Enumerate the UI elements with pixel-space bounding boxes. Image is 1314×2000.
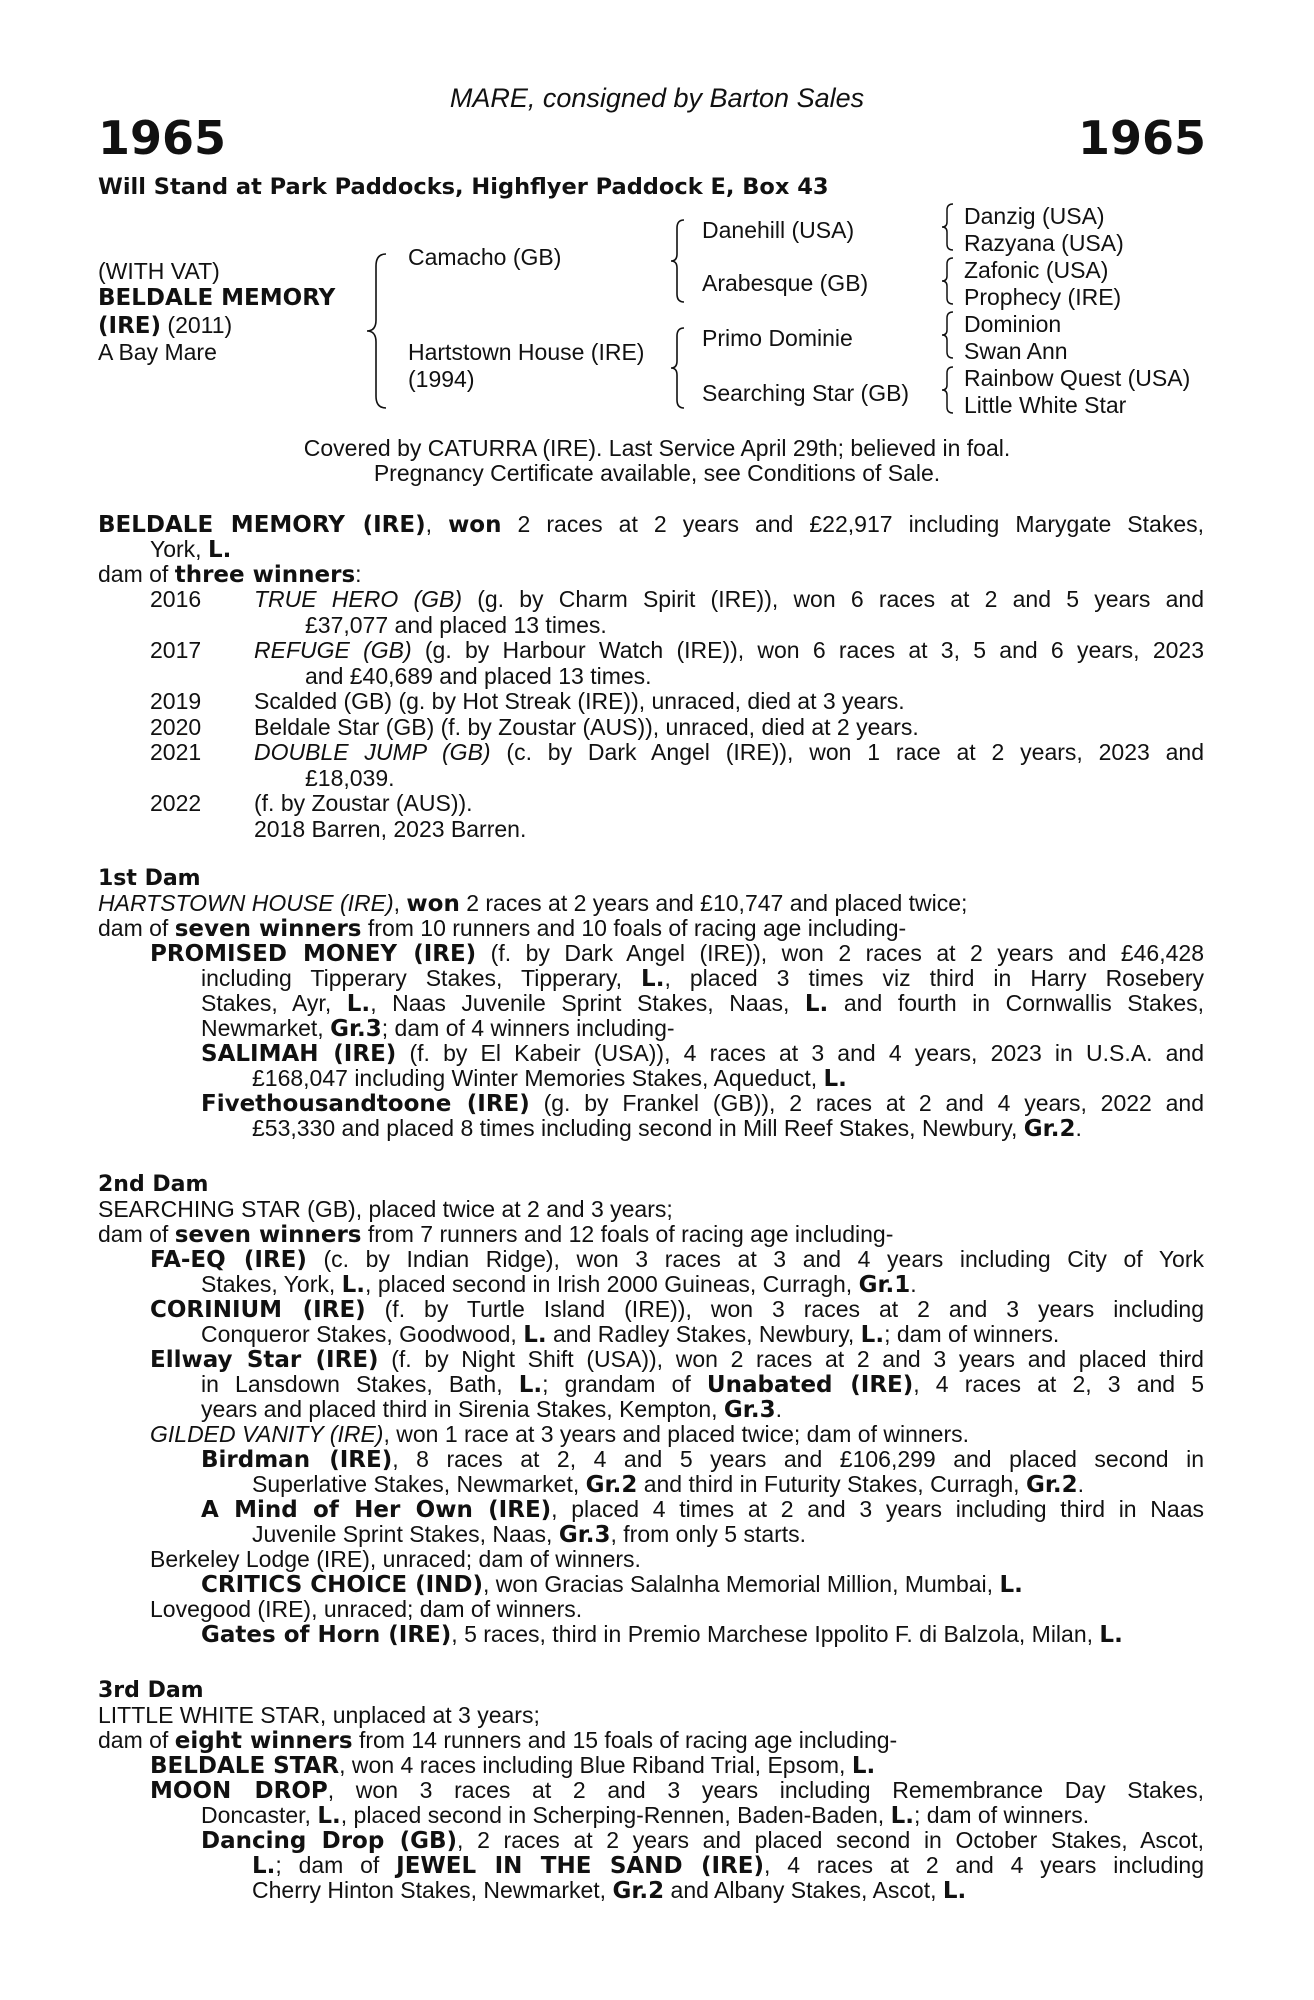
vat-note: (WITH VAT): [98, 258, 220, 284]
gg-dam-2: Prophecy (IRE): [964, 284, 1122, 310]
section-heading-3rd-dam: 3rd Dam: [98, 1678, 204, 1703]
produce-detail: Beldale Star (GB) (f. by Zoustar (AUS)), unraced, died at 2 years.: [254, 713, 919, 740]
salimah-line1: SALIMAH (IRE) (f. by El Kabeir (USA)), 4 races at 3 and 4 years, 2023 in U.S.A. and: [201, 1040, 1205, 1067]
produce-detail: (c. by Dark Angel (IRE)), won 1 race at 2 years, 2023 and: [490, 739, 1204, 765]
gg-dam-3: Swan Ann: [964, 338, 1068, 364]
mind-of-her-own-line1: A Mind of Her Own (IRE), placed 4 times at 2 and 3 years including third in Naas: [201, 1496, 1204, 1523]
produce-year: 2021: [150, 739, 202, 765]
promised-money-line3: Stakes, Ayr, L., Naas Juvenile Sprint Stakes, Naas, L. and fourth in Cornwallis Stakes,: [201, 990, 1205, 1017]
produce-detail: (g. by Charm Spirit (IRE)), won 6 races at 2 and 5 years and: [462, 586, 1205, 612]
sire-name: Camacho (GB): [408, 244, 562, 270]
produce-detail: Scalded (GB) (g. by Hot Streak (IRE)), unraced, died at 3 years.: [254, 688, 905, 714]
dam1-line2: dam of seven winners from 10 runners and 10 foals of racing age including-: [98, 915, 907, 942]
critics-choice-line: CRITICS CHOICE (IND), won Gracias Salalnha Memorial Million, Mumbai, L.: [201, 1571, 1023, 1598]
birdman-line2: Superlative Stakes, Newmarket, Gr.2 and third in Futurity Stakes, Curragh, Gr.2.: [252, 1471, 1085, 1498]
produce-detail: (g. by Harbour Watch (IRE)), won 6 races at 3, 5 and 6 years, 2023: [411, 637, 1204, 663]
produce-mare-name: BELDALE MEMORY (IRE): [98, 512, 426, 538]
dam3-line1: LITTLE WHITE STAR, unplaced at 3 years;: [98, 1702, 540, 1728]
gg-sire-2: Zafonic (USA): [964, 257, 1109, 283]
covered-note-1: Covered by CATURRA (IRE). Last Service April 29th; believed in foal.: [303, 435, 1011, 461]
produce-detail-cont: £18,039.: [305, 764, 395, 791]
pedigree-brace-1: [364, 252, 390, 410]
produce-detail-cont: £37,077 and placed 13 times.: [305, 611, 607, 638]
moon-drop-line1: MOON DROP, won 3 races at 2 and 3 years including Remembrance Day Stakes,: [150, 1777, 1204, 1804]
stand-location: Will Stand at Park Paddocks, Highflyer Paddock E, Box 43: [98, 174, 829, 200]
section-heading-1st-dam: 1st Dam: [98, 866, 201, 891]
produce-table: [150, 587, 1204, 842]
gg-dam-4: Little White Star: [964, 392, 1127, 418]
pedigree-brace-2: [668, 218, 688, 304]
produce-detail-cont: and £40,689 and placed 13 times.: [305, 662, 652, 689]
mare-country: (IRE): [98, 313, 162, 339]
promised-money-line1: PROMISED MONEY (IRE) (f. by Dark Angel (IRE)), won 2 races at 2 years and £46,428: [150, 940, 1204, 967]
dam2-line1: SEARCHING STAR (GB), placed twice at 2 and 3 years;: [98, 1196, 673, 1222]
pedigree-brace-4: [940, 202, 956, 252]
consignor-line: MARE, consigned by Barton Sales: [449, 83, 865, 113]
dancing-drop-line2: L.; dam of JEWEL IN THE SAND (IRE), 4 races at 2 and 4 years including: [252, 1852, 1205, 1879]
mare-name: BELDALE MEMORY: [98, 285, 336, 311]
salimah-line2: £168,047 including Winter Memories Stakes, Aqueduct, L.: [252, 1065, 847, 1092]
pedigree-brace-3: [668, 326, 688, 410]
faeq-line2: Stakes, York, L., placed second in Irish 2000 Guineas, Curragh, Gr.1.: [201, 1271, 917, 1298]
section-heading-2nd-dam: 2nd Dam: [98, 1172, 209, 1197]
lot-number-left: 1965: [98, 111, 227, 165]
ellway-star-line3: years and placed third in Sirenia Stakes, Kempton, Gr.3.: [201, 1396, 782, 1423]
produce-dam-of: dam of three winners:: [98, 561, 362, 588]
dam-sire: Primo Dominie: [702, 325, 853, 351]
dam2-line2: dam of seven winners from 7 runners and 12 foals of racing age including-: [98, 1221, 894, 1248]
fivethousandtoone-line1: Fivethousandtoone (IRE) (g. by Frankel (GB)), 2 races at 2 and 4 years, 2022 and: [201, 1090, 1204, 1117]
ellway-star-line2: in Lansdown Stakes, Bath, L.; grandam of Unabated (IRE), 4 races at 2, 3 and 5: [201, 1371, 1204, 1398]
berkeley-lodge-line: Berkeley Lodge (IRE), unraced; dam of winners.: [150, 1546, 641, 1572]
produce-row: [150, 638, 1204, 689]
fivethousandtoone-line2: £53,330 and placed 8 times including second in Mill Reef Stakes, Newbury, Gr.2.: [252, 1115, 1082, 1142]
dam3-line2: dam of eight winners from 14 runners and 15 foals of racing age including-: [98, 1727, 898, 1754]
lot-number-right: 1965: [1077, 111, 1206, 165]
gg-sire-3: Dominion: [964, 311, 1062, 337]
produce-detail: (f. by Zoustar (AUS)).: [254, 790, 473, 816]
produce-year: 2019: [150, 688, 202, 714]
faeq-line1: FA-EQ (IRE) (c. by Indian Ridge), won 3 races at 3 and 4 years including City of York: [150, 1246, 1204, 1273]
corinium-line2: Conqueror Stakes, Goodwood, L. and Radley Stakes, Newbury, L.; dam of winners.: [201, 1321, 1060, 1348]
mare-year: (2011): [161, 312, 233, 338]
mare-name-line2: [98, 312, 232, 340]
pedigree-brace-5: [940, 256, 956, 306]
produce-line-1: BELDALE MEMORY (IRE), won 2 races at 2 years and £22,917 including Marygate Stakes,: [98, 511, 1205, 538]
produce-barren-row: [150, 817, 1204, 843]
gg-sire-1: Danzig (USA): [964, 203, 1105, 229]
produce-year: 2016: [150, 586, 202, 612]
dancing-drop-line3: Cherry Hinton Stakes, Newmarket, Gr.2 and Albany Stakes, Ascot, L.: [252, 1877, 967, 1904]
moon-drop-line2: Doncaster, L., placed second in Scherping-Rennen, Baden-Baden, L.; dam of winners.: [201, 1802, 1090, 1829]
produce-foal-name: REFUGE (GB): [254, 637, 412, 663]
mind-of-her-own-line2: Juvenile Sprint Stakes, Naas, Gr.3, from only 5 starts.: [252, 1521, 807, 1548]
corinium-line1: CORINIUM (IRE) (f. by Turtle Island (IRE)), won 3 races at 2 and 3 years including: [150, 1296, 1204, 1323]
promised-money-line2: including Tipperary Stakes, Tipperary, L., placed 3 times viz third in Harry Rosebery: [201, 965, 1205, 992]
birdman-line1: Birdman (IRE), 8 races at 2, 4 and 5 years and £106,299 and placed second in: [201, 1446, 1204, 1473]
gilded-vanity-line: GILDED VANITY (IRE), won 1 race at 3 years and placed twice; dam of winners.: [150, 1421, 969, 1447]
produce-foal-name: TRUE HERO (GB): [254, 586, 463, 612]
produce-row: [150, 791, 1204, 817]
produce-year: 2020: [150, 713, 202, 740]
pedigree-brace-6: [940, 310, 956, 360]
mare-description: A Bay Mare: [98, 339, 217, 365]
produce-row: [150, 715, 1204, 741]
covered-note-2: Pregnancy Certificate available, see Conditions of Sale.: [373, 460, 941, 486]
pedigree-brace-7: [940, 365, 956, 415]
sire-sire: Danehill (USA): [702, 217, 855, 243]
produce-foal-name: DOUBLE JUMP (GB): [254, 739, 491, 765]
produce-barren-note: 2018 Barren, 2023 Barren.: [254, 815, 527, 842]
produce-row: [150, 689, 1204, 715]
gg-dam-1: Razyana (USA): [964, 230, 1124, 256]
produce-year: 2022: [150, 790, 202, 816]
gates-of-horn-line: Gates of Horn (IRE), 5 races, third in Premio Marchese Ippolito F. di Balzola, Milan, L.: [201, 1621, 1123, 1648]
ellway-star-line1: Ellway Star (IRE) (f. by Night Shift (USA)), won 2 races at 2 and 3 years and placed third: [150, 1346, 1204, 1373]
lovegood-line: Lovegood (IRE), unraced; dam of winners.: [150, 1596, 583, 1622]
produce-row: [150, 740, 1204, 791]
dam-year: (1994): [408, 366, 475, 392]
produce-year: 2017: [150, 637, 202, 663]
sire-dam: Arabesque (GB): [702, 270, 869, 296]
gg-sire-4: Rainbow Quest (USA): [964, 365, 1191, 391]
dam1-line1: HARTSTOWN HOUSE (IRE), won 2 races at 2 years and £10,747 and placed twice;: [98, 890, 968, 917]
produce-line-2: York, L.: [150, 536, 232, 563]
dam-name: Hartstown House (IRE): [408, 339, 645, 365]
produce-row: [150, 587, 1204, 638]
dam-dam: Searching Star (GB): [702, 380, 910, 406]
promised-money-line4: Newmarket, Gr.3; dam of 4 winners including-: [201, 1015, 675, 1042]
beldale-star-line: BELDALE STAR, won 4 races including Blue Riband Trial, Epsom, L.: [150, 1752, 876, 1779]
dancing-drop-line1: Dancing Drop (GB), 2 races at 2 years and placed second in October Stakes, Ascot,: [201, 1827, 1204, 1854]
